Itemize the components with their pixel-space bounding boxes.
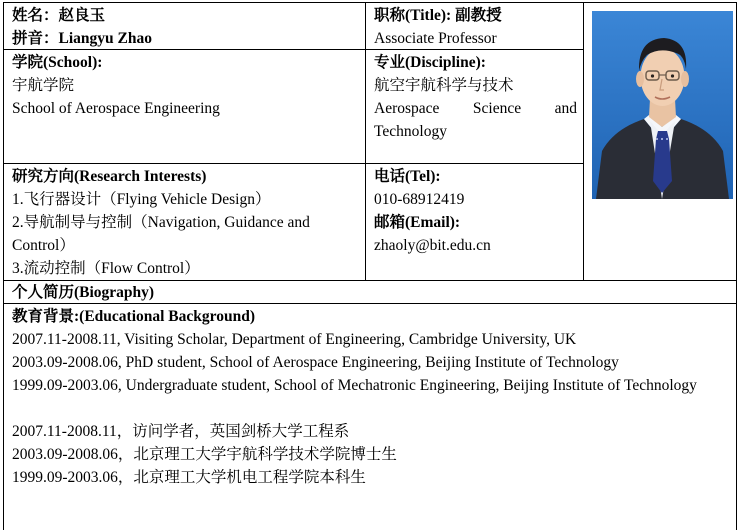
research-cell [3,163,365,280]
portrait-photo [592,11,733,199]
research-label: 研究方向(Research Interests) [12,168,207,185]
education-entry-en: 2003.09-2008.06, PhD student, School of Aerospace Engineering, Beijing Institute of Technology [12,354,619,371]
title-cell [365,2,583,49]
email-value: zhaoly@bit.edu.cn [374,237,491,254]
title-label: 职称(Title): [374,7,456,24]
education-entry-cn: 1999.09-2003.06，北京理工大学机电工程学院本科生 [12,469,366,486]
discipline-cell [365,49,583,163]
portrait-image [592,11,733,199]
research-item: 1.飞行器设计（Flying Vehicle Design） [12,191,271,208]
school-cell [3,49,365,163]
name-label: 姓名： [12,7,59,24]
title-line [374,4,577,27]
tel-value: 010-68912419 [374,191,465,208]
name-line [12,4,359,27]
pinyin-label: 拼音： [12,30,59,47]
research-item: 2.导航制导与控制（Navigation, Guidance and Control） [12,214,310,254]
biography-label: 个人简历(Biography) [12,284,155,301]
education-entry-cn: 2003.09-2008.06，北京理工大学宇航科学技术学院博士生 [12,446,397,463]
name-value: 赵良玉 [58,7,106,24]
biography-content-cell [3,303,737,530]
education-entry-en: 2007.11-2008.11, Visiting Scholar, Department of Engineering, Cambridge University, UK [12,331,577,348]
blank-spacer [12,397,731,420]
contact-cell [365,163,583,280]
education-label: 教育背景:(Educational Background) [12,308,256,325]
email-label: 邮箱(Email): [374,214,461,231]
education-entry-cn: 2007.11-2008.11，访问学者，英国剑桥大学工程系 [12,423,350,440]
pinyin-line [12,27,359,50]
pinyin-value: Liangyu Zhao [58,30,152,47]
research-item: 3.流动控制（Flow Control） [12,260,200,277]
discipline-label: 专业(Discipline): [374,54,486,71]
school-label: 学院(School): [12,54,103,71]
school-value-en: School of Aerospace Engineering [12,100,220,117]
discipline-value-en: Aerospace Science and Technology [374,100,577,140]
biography-header-cell [3,280,737,303]
discipline-value-cn: 航空宇航科学与技术 [374,77,514,94]
school-value-cn: 宇航学院 [12,77,75,94]
title-en: Associate Professor [374,30,497,47]
name-cell [3,2,365,49]
table-border-col-2 [583,2,584,280]
education-entry-en: 1999.09-2003.06, Undergraduate student, School of Mechatronic Engineering, Beijing Institute of Technology [12,377,697,394]
tel-label: 电话(Tel): [374,168,441,185]
title-value: 副教授 [455,7,502,24]
